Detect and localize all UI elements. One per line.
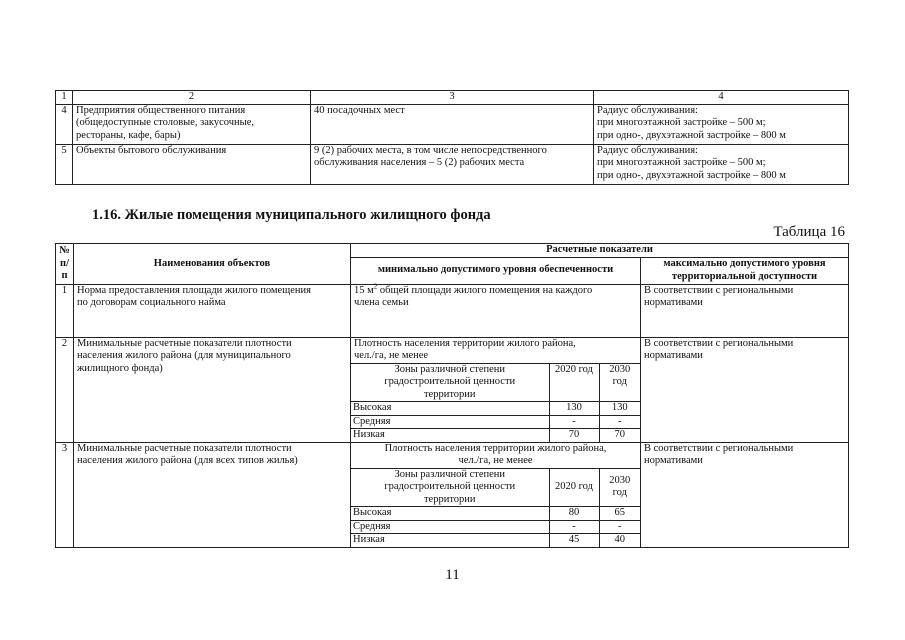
- services-continuation-table: [55, 90, 849, 185]
- table-row: [56, 442, 849, 547]
- zone-value: 130: [599, 402, 640, 416]
- text-line: Норма предоставления площади жилого помещения: [77, 284, 311, 296]
- zone-row: [351, 534, 640, 547]
- table-row: [56, 104, 849, 144]
- text-line: обслуживания населения – 5 (2) рабочих места: [314, 157, 525, 168]
- zone-name: Высокая: [351, 402, 549, 416]
- table-row: [56, 144, 849, 184]
- header-group: Расчетные показатели: [351, 244, 849, 258]
- text-line: при одно-, двухэтажной застройке – 800 м: [597, 129, 786, 141]
- row-number: 3: [56, 442, 74, 547]
- text-line: (общедоступные столовые, закусочные,: [76, 117, 255, 128]
- header-name: Наименования объектов: [74, 244, 351, 285]
- text-line: 9 (2) рабочих места, в том числе непосредственного: [314, 144, 547, 156]
- text-line: В соответствии с региональными: [644, 284, 794, 296]
- zone-value: 45: [549, 534, 599, 547]
- min-value: [351, 284, 641, 337]
- text-line: Радиус обслуживания:: [597, 144, 698, 156]
- min-value: [351, 442, 641, 547]
- text-line: Плотность населения территории жилого района,: [354, 337, 576, 349]
- zone-value: -: [599, 415, 640, 429]
- text-line: при многоэтажной застройке – 500 м;: [597, 157, 766, 168]
- value-text: общей площади жилого помещения на каждого: [377, 284, 593, 296]
- min-value: [351, 337, 641, 442]
- zone-row: [351, 415, 640, 429]
- zone-name: Низкая: [351, 534, 549, 547]
- table-row: [56, 284, 849, 337]
- text-line: нормативами: [644, 455, 703, 466]
- zone-row: [351, 520, 640, 534]
- text-line: Минимальные расчетные показатели плотности: [77, 337, 292, 349]
- zone-row: [351, 507, 640, 521]
- table-row: [56, 337, 849, 442]
- table-caption: Таблица 16: [773, 224, 845, 240]
- object-name: [73, 104, 311, 144]
- text-line: рестораны, кафе, бары): [76, 129, 181, 141]
- max-value: [641, 284, 849, 337]
- zones-header-row: [351, 468, 640, 507]
- page-number: 11: [445, 567, 460, 583]
- text-line: чел./га, не менее: [458, 455, 533, 466]
- zone-value: -: [599, 520, 640, 534]
- max-value: [641, 442, 849, 547]
- text-line: по договорам социального найма: [77, 297, 226, 308]
- year-header: 2030 год: [599, 363, 640, 402]
- text-line: населения жилого района (для всех типов жилья): [77, 455, 298, 466]
- column-number: 4: [594, 91, 849, 105]
- zone-value: 130: [549, 402, 599, 416]
- header-num: № п/п: [56, 244, 74, 285]
- column-number: 2: [73, 91, 311, 105]
- text-line: члена семьи: [354, 297, 409, 308]
- text-line: жилищного фонда): [77, 362, 163, 374]
- text-line: Предприятия общественного питания: [76, 104, 246, 116]
- density-zones-table: [351, 468, 640, 547]
- text-line: Радиус обслуживания:: [597, 104, 698, 116]
- zone-value: 40: [599, 534, 640, 547]
- value-text: 15 м: [354, 284, 374, 296]
- text-line: при многоэтажной застройке – 500 м;: [597, 117, 766, 128]
- text-line: В соответствии с региональными: [644, 442, 794, 454]
- capacity-value: [311, 144, 594, 184]
- row-number: 5: [56, 144, 73, 184]
- object-name: [74, 442, 351, 547]
- row-number: 2: [56, 337, 74, 442]
- zone-row: [351, 402, 640, 416]
- header-min: минимально допустимого уровня обеспеченности: [351, 257, 641, 284]
- object-name: [73, 144, 311, 184]
- column-number: 1: [56, 91, 73, 105]
- text-line: Минимальные расчетные показатели плотности: [77, 442, 292, 454]
- text-line: при одно-, двухэтажной застройке – 800 м: [597, 169, 786, 181]
- text-line: населения жилого района (для муниципального: [77, 350, 291, 361]
- density-zones-table: [351, 363, 640, 442]
- text-line: Объекты бытового обслуживания: [76, 144, 227, 156]
- text-line: нормативами: [644, 297, 703, 308]
- text-line: 40 посадочных мест: [314, 104, 405, 116]
- zone-name: Высокая: [351, 507, 549, 521]
- zone-value: -: [549, 415, 599, 429]
- zone-row: [351, 429, 640, 442]
- zone-value: 65: [599, 507, 640, 521]
- year-header: 2020 год: [549, 468, 599, 507]
- zone-value: 70: [599, 429, 640, 442]
- row-number: 4: [56, 104, 73, 144]
- header-row: [56, 244, 849, 258]
- zone-value: 70: [549, 429, 599, 442]
- text-line: чел./га, не менее: [354, 350, 429, 361]
- text-line: В соответствии с региональными: [644, 337, 794, 349]
- zone-name: Средняя: [351, 415, 549, 429]
- column-number-row: [56, 91, 849, 105]
- max-value: [641, 337, 849, 442]
- section-heading: 1.16. Жилые помещения муниципального жилищного фонда: [92, 207, 491, 223]
- text-line: [354, 282, 637, 298]
- zone-name: Средняя: [351, 520, 549, 534]
- zones-header: Зоны различной степени градостроительной ценности территории: [351, 468, 549, 507]
- zones-header-row: [351, 363, 640, 402]
- capacity-value: [311, 104, 594, 144]
- service-radius: [594, 144, 849, 184]
- year-header: 2020 год: [549, 363, 599, 402]
- row-number: 1: [56, 284, 74, 337]
- year-header: 2030 год: [599, 468, 640, 507]
- zone-value: -: [549, 520, 599, 534]
- zone-name: Низкая: [351, 429, 549, 442]
- column-number: 3: [311, 91, 594, 105]
- text-line: Плотность населения территории жилого района,: [384, 442, 607, 454]
- value-sup: 2: [373, 282, 378, 290]
- text-line: нормативами: [644, 350, 703, 361]
- zones-header: Зоны различной степени градостроительной ценности территории: [351, 363, 549, 402]
- header-max: максимально допустимого уровня территориальной доступности: [641, 257, 849, 284]
- service-radius: [594, 104, 849, 144]
- zone-value: 80: [549, 507, 599, 521]
- object-name: [74, 337, 351, 442]
- housing-standards-table: [55, 243, 849, 548]
- object-name: [74, 284, 351, 337]
